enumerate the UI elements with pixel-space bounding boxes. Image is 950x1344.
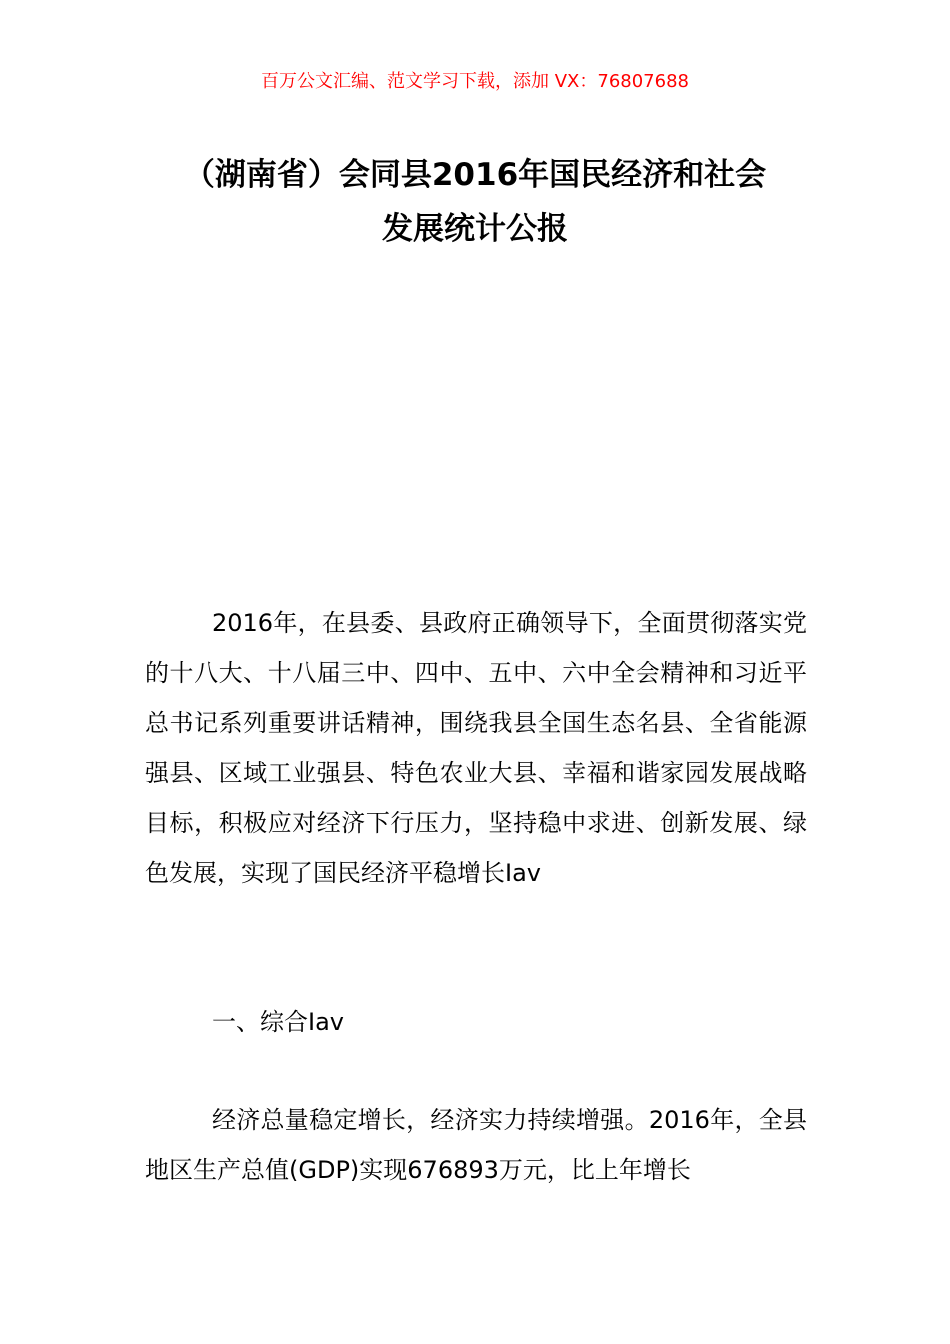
economy-paragraph: 经济总量稳定增长，经济实力持续增强。2016年，全县地区生产总值(GDP)实现676893万元，比上年增长 [145, 1106, 807, 1184]
title-line-1: （湖南省）会同县2016年国民经济和社会 [183, 157, 767, 193]
intro-paragraph: 2016年，在县委、县政府正确领导下，全面贯彻落实党的十八大、十八届三中、四中、五中、六中全会精神和习近平总书记系列重要讲话精神，围绕我县全国生态名县、全省能源强县、区域工业强县、特色农业大县、幸福和谐家园发展战略目标，积极应对经济下行压力，坚持稳中求进、创新发展、绿色发展，实现了国民经济平稳增长Iav [145, 609, 807, 887]
section-heading-overview: 一、综合Iav [212, 1008, 344, 1036]
title-line-2: 发展统计公报 [382, 211, 568, 247]
download-notice: 百万公文汇编、范文学习下载，添加 VX：76807688 [261, 71, 689, 92]
document-title [0, 148, 950, 256]
